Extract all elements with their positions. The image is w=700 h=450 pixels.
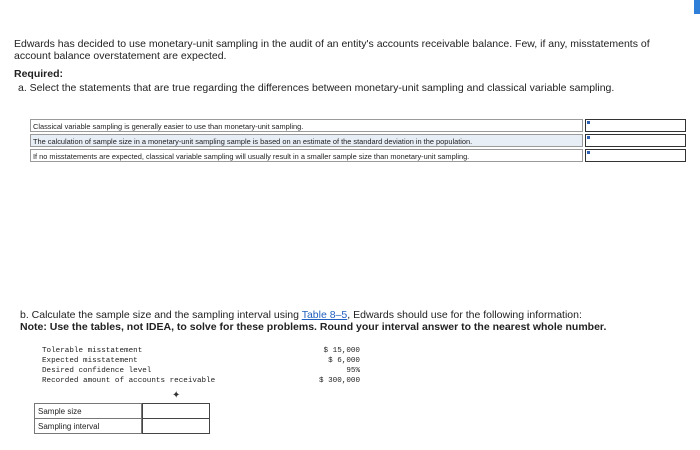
info-label: Desired confidence level: [42, 367, 152, 375]
info-row: [42, 357, 372, 367]
info-row: [42, 367, 372, 377]
sampling-interval-label: Sampling interval: [34, 418, 142, 434]
statement-dropdown[interactable]: [585, 149, 686, 162]
info-value: $ 300,000: [318, 377, 360, 385]
sample-size-input[interactable]: [142, 403, 210, 419]
info-label: Recorded amount of accounts receivable: [42, 377, 216, 385]
table-link[interactable]: Table 8–5: [301, 309, 348, 321]
statement-row: [30, 119, 686, 133]
statement-text: The calculation of sample size in a monetary-unit sampling sample is based on an estimate of the standard deviation in the population.: [30, 134, 583, 147]
statement-text: If no misstatements are expected, classical variable sampling will usually result in a smaller sample size than monetary-unit sampling.: [30, 149, 583, 162]
instruction-note: Note: Use the tables, not IDEA, to solve for these problems. Round your interval answer to the nearest whole number.: [20, 321, 607, 333]
info-row: [42, 347, 372, 357]
answer-row-sample-size: [34, 403, 210, 419]
info-label: Tolerable misstatement: [42, 347, 143, 355]
info-label: Expected misstatement: [42, 357, 138, 365]
statement-dropdown[interactable]: [585, 134, 686, 147]
statement-row: [30, 149, 686, 163]
statement-row: [30, 134, 686, 148]
info-value: $ 6,000: [328, 357, 360, 365]
question-b-prefix: b. Calculate the sample size and the sampling interval using: [20, 309, 302, 321]
sampling-interval-input[interactable]: [142, 418, 210, 434]
problem-intro: Edwards has decided to use monetary-unit sampling in the audit of an entity's accounts receivable balance. Few, if any, misstatements of account balance overstatement are expected.: [14, 38, 650, 62]
question-b: [20, 309, 680, 333]
question-a: a. Select the statements that are true regarding the differences between monetary-unit sampling and classical variable sampling.: [18, 82, 615, 94]
dropdown-marker-icon: [587, 121, 590, 124]
statements-table: [30, 119, 686, 165]
required-heading: Required:: [14, 68, 64, 80]
sample-size-label: Sample size: [34, 403, 142, 419]
info-row: [42, 377, 372, 387]
info-value: 95%: [346, 367, 360, 375]
dropdown-marker-icon: [587, 136, 590, 139]
statement-dropdown[interactable]: [585, 119, 686, 132]
statement-text: Classical variable sampling is generally easier to use than monetary-unit sampling.: [30, 119, 583, 132]
dropdown-marker-icon: [587, 151, 590, 154]
info-value: $ 15,000: [323, 347, 360, 355]
given-information: [42, 347, 372, 389]
scrollbar-thumb[interactable]: [694, 0, 700, 14]
mouse-cursor-icon: ✦: [172, 390, 181, 401]
answer-row-sampling-interval: [34, 418, 210, 434]
question-b-suffix: , Edwards should use for the following information:: [347, 309, 582, 321]
